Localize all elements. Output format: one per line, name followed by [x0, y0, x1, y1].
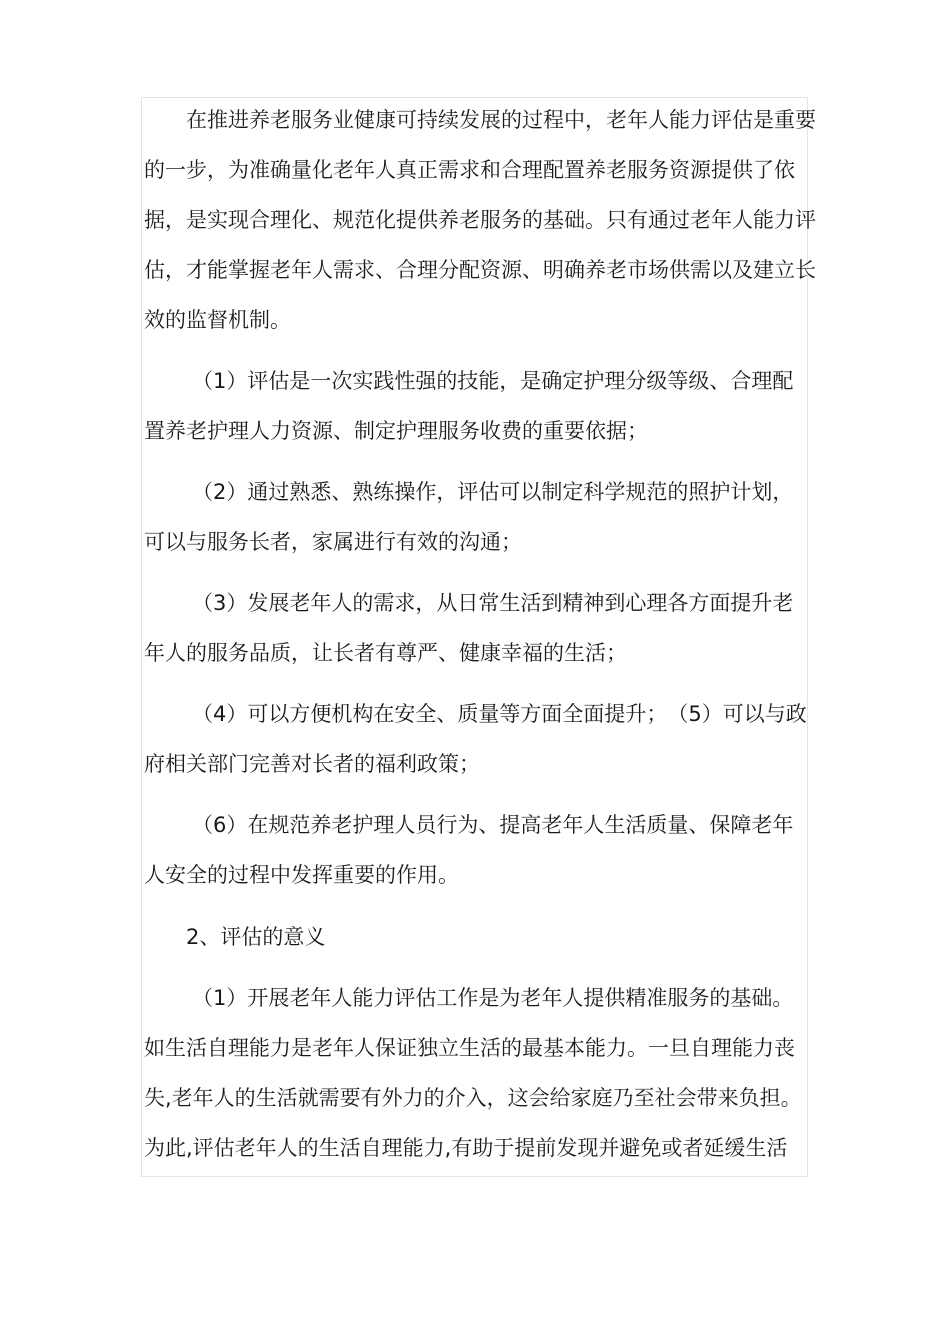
list-item-6: （6）在规范养老护理人员行为、提高老年人生活质量、保障老年人安全的过程中发挥重要的作用。 [144, 813, 794, 887]
list-item-4-5: （4）可以方便机构在安全、质量等方面全面提升； （5）可以与政府相关部门完善对长者的福利政策； [144, 702, 807, 776]
significance-item-1: （1）开展老年人能力评估工作是为老年人提供精准服务的基础。如生活自理能力是老年人保证独立生活的最基本能力。一旦自理能力丧失,老年人的生活就需要有外力的介入，这会给家庭乃至社会带来负担。为此,评估老年人的生活自理能力,有助于提前发现并避免或者延缓生活 [144, 986, 802, 1160]
section-heading: 2、评估的意义 [186, 925, 326, 949]
list-item-2: （2）通过熟悉、熟练操作，评估可以制定科学规范的照护计划，可以与服务长者，家属进行有效的沟通； [144, 480, 794, 554]
list-item-3: （3）发展老年人的需求，从日常生活到精神到心理各方面提升老年人的服务品质，让长者有尊严、健康幸福的生活； [144, 591, 794, 665]
intro-paragraph: 在推进养老服务业健康可持续发展的过程中，老年人能力评估是重要的一步，为准确量化老年人真正需求和合理配置养老服务资源提供了依据，是实现合理化、规范化提供养老服务的基础。只有通过老年人能力评估，才能掌握老年人需求、合理分配资源、明确养老市场供需以及建立长效的监督机制。 [144, 108, 816, 332]
list-item-1: （1）评估是一次实践性强的技能，是确定护理分级等级、合理配置养老护理人力资源、制定护理服务收费的重要依据； [144, 369, 794, 443]
